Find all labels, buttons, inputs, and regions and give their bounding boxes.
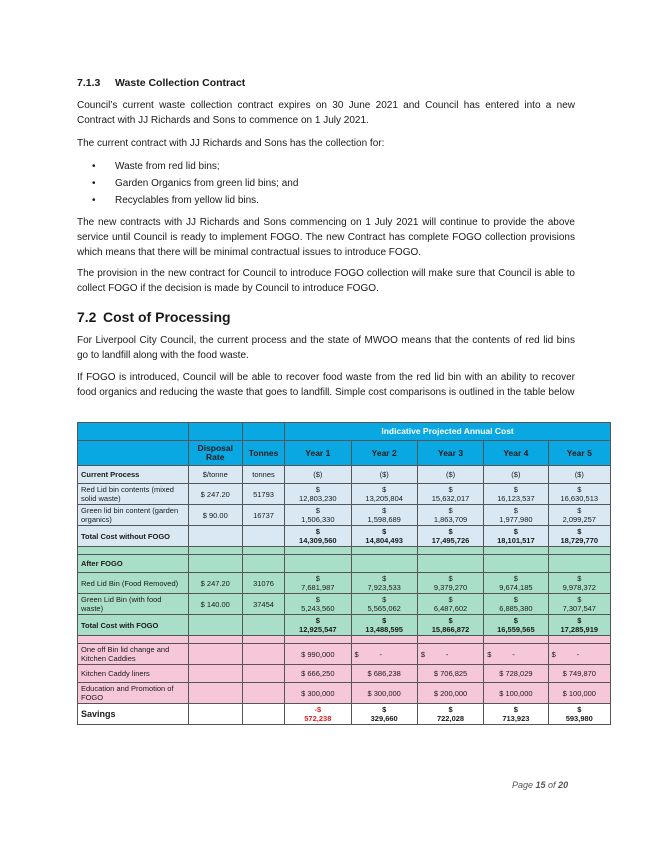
column-header: Tonnes <box>242 441 284 466</box>
column-header: Year 2 <box>351 441 417 466</box>
paragraph-liverpool-process: For Liverpool City Council, the current process and the state of MWOO means that the contents of red lid bins go to landfill along with the food waste. <box>77 335 575 361</box>
collection-list <box>92 158 298 209</box>
list-item: • Recyclables from yellow lid bins. <box>92 192 298 209</box>
table-title: Indicative Projected Annual Cost <box>285 423 611 441</box>
cost-comparison-table <box>77 422 611 725</box>
paragraph-collection-intro: The current contract with JJ Richards and Sons has the collection for: <box>77 138 385 149</box>
table-title-row <box>78 423 611 441</box>
table-row: Current Process $/tonne tonnes ($) ($) ($) ($) ($) <box>78 466 611 484</box>
section-heading-7-2: 7.2 Cost of Processing <box>77 309 231 325</box>
table-spacer-row <box>78 547 611 555</box>
table-row: One off Bin lid change and Kitchen Caddies $ 990,000 $ - $ - $ - $ - <box>78 644 611 665</box>
table-row: Total Cost without FOGO $ 14,309,560 $ 14,804,493 $ 17,495,726 $ 18,101,517 $ 18,729,770 <box>78 526 611 547</box>
table-spacer-row <box>78 636 611 644</box>
column-header: Year 3 <box>417 441 483 466</box>
table-row: Green lid bin content (garden organics) $ 90.00 16737 $ 1,506,330 $ 1,598,689 $ 1,863,709 $ 1,977,980 $ 2,099,257 <box>78 505 611 526</box>
table-row: Total Cost with FOGO $ 12,925,547 $ 13,488,595 $ 15,866,872 $ 16,559,565 $ 17,285,919 <box>78 615 611 636</box>
column-header: Year 5 <box>548 441 610 466</box>
column-header: Disposal Rate <box>188 441 242 466</box>
paragraph-contract-expiry: Council’s current waste collection contract expires on 30 June 2021 and Council has entered into a new Contract with JJ Richards and Sons to commence on 1 July 2021. <box>77 100 575 126</box>
column-header: Year 4 <box>484 441 548 466</box>
paragraph-new-contract: The new contracts with JJ Richards and Sons commencing on 1 July 2021 will continue to provide the above service until Council is ready to implement FOGO. The new Contract has complete FOGO collection provisions which means that there will be minimal contractual issues to introduce FOGO. <box>77 217 575 258</box>
table-row: Education and Promotion of FOGO $ 300,000 $ 300,000 $ 200,000 $ 100,000 $ 100,000 <box>78 683 611 704</box>
section-heading-7-1-3: 7.1.3 Waste Collection Contract <box>77 77 246 89</box>
table-row: Kitchen Caddy liners $ 666,250 $ 686,238 $ 706,825 $ 728,029 $ 749,870 <box>78 665 611 683</box>
list-item: • Garden Organics from green lid bins; and <box>92 175 298 192</box>
paragraph-fogo-provision: The provision in the new contract for Council to introduce FOGO collection will make sure that Council is able to collect FOGO if the decision is made by Council to introduce FOGO. <box>77 268 575 294</box>
paragraph-fogo-intro: If FOGO is introduced, Council will be able to recover food waste from the red lid bin with an ability to recover food organics and reducing the waste that goes to landfill. Simple cost comparisons is outlined in the table below <box>77 372 575 398</box>
table-row: After FOGO <box>78 555 611 573</box>
column-header: Year 1 <box>285 441 351 466</box>
table-header-row <box>78 441 611 466</box>
table-row: Red Lid Bin (Food Removed) $ 247.20 31076 $ 7,681,987 $ 7,923,533 $ 9,379,270 $ 9,674,185 $ 9,978,372 <box>78 573 611 594</box>
list-item: • Waste from red lid bins; <box>92 158 298 175</box>
table-row: Red Lid bin contents (mixed solid waste) $ 247.20 51793 $ 12,803,230 $ 13,205,804 $ 15,632,017 $ 16,123,537 $ 16,630,513 <box>78 484 611 505</box>
table-row: Savings -$ 572,238 $ 329,660 $ 722,028 $ 713,923 $ 593,980 <box>78 704 611 725</box>
table-row: Green Lid Bin (with food waste) $ 140.00 37454 $ 5,243,560 $ 5,565,062 $ 6,487,602 $ 6,885,380 $ 7,307,547 <box>78 594 611 615</box>
page-footer: Page 15 of 20 <box>512 780 569 790</box>
